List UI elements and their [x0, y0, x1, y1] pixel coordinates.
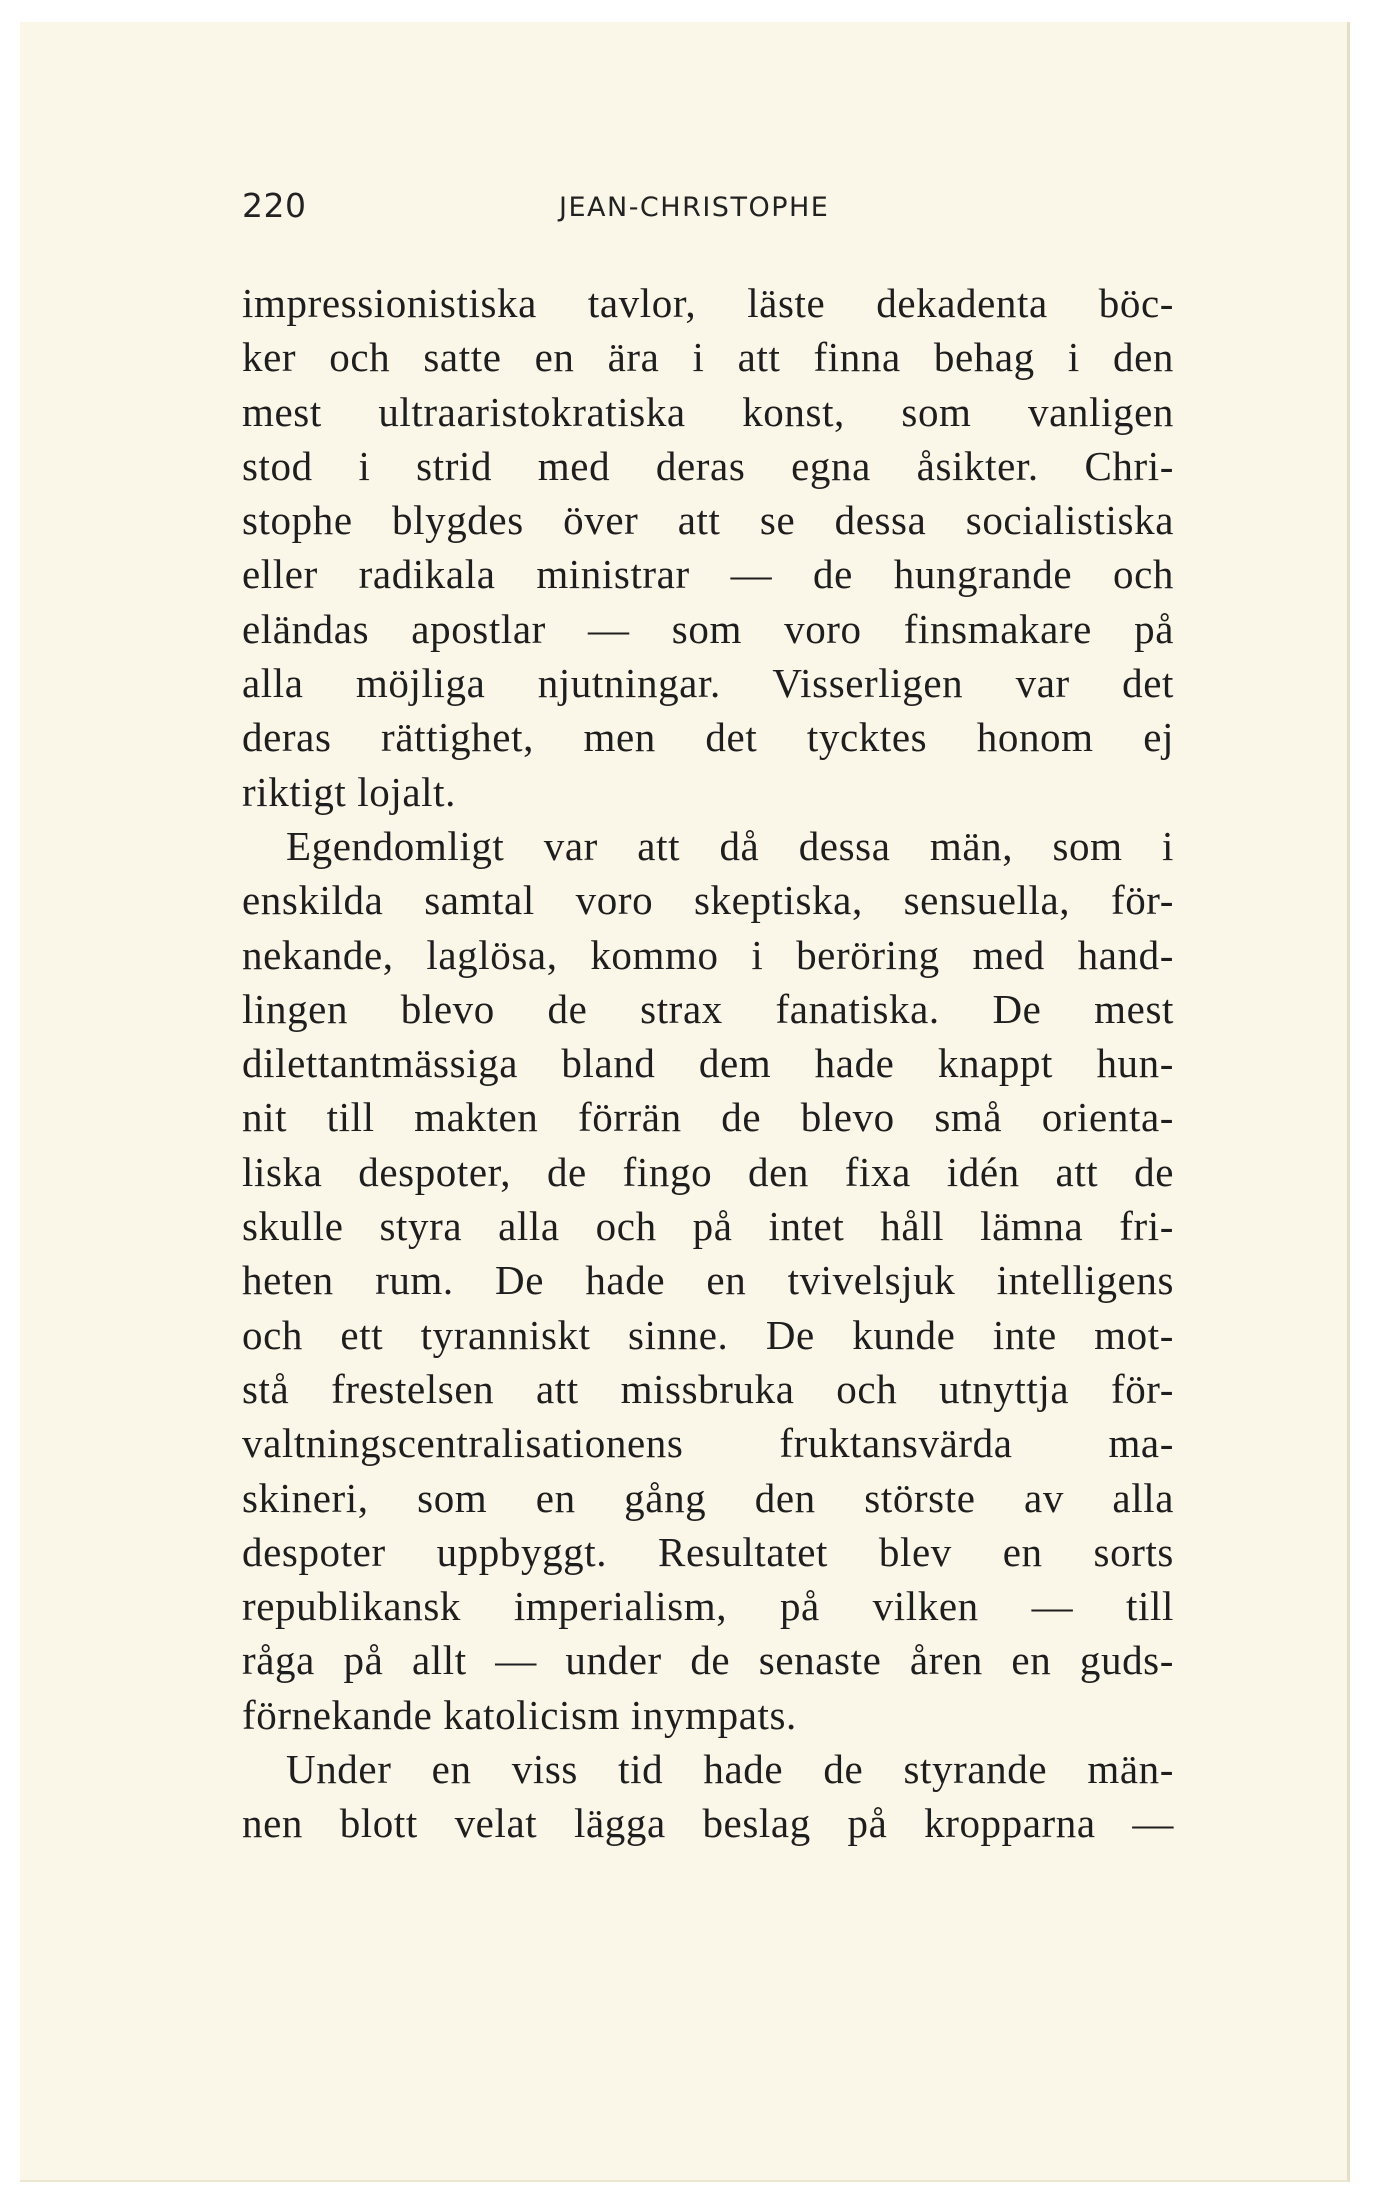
text-line: nekande, laglösa, kommo i beröring med hand-: [242, 931, 1174, 978]
text-line: skulle styra alla och på intet håll lämna fri-: [242, 1203, 1174, 1250]
text-line: republikansk imperialism, på vilken — till: [242, 1583, 1174, 1630]
text-line: dilettantmässiga bland dem hade knappt hun-: [242, 1040, 1174, 1087]
paragraph-start-line: Egendomligt var att då dessa män, som i: [286, 822, 1174, 869]
text-line: eller radikala ministrar — de hungrande och: [242, 551, 1174, 598]
text-line: råga på allt — under de senaste åren en guds-: [242, 1637, 1174, 1684]
text-line: mest ultraaristokratiska konst, som vanligen: [242, 388, 1174, 435]
paragraph-end-line: riktigt lojalt.: [242, 768, 456, 815]
text-line: stå frestelsen att missbruka och utnyttja för-: [242, 1365, 1174, 1412]
text-line: enskilda samtal voro skeptiska, sensuella, för-: [242, 877, 1174, 924]
text-line: skineri, som en gång den störste av alla: [242, 1474, 1174, 1521]
text-line: ker och satte en ära i att finna behag i den: [242, 334, 1174, 381]
text-line: deras rättighet, men det tycktes honom ej: [242, 714, 1174, 761]
text-line: lingen blevo de strax fanatiska. De mest: [242, 985, 1174, 1032]
paragraph-end-line: förnekande katolicism inympats.: [242, 1691, 797, 1738]
page-header: [222, 178, 1172, 248]
text-line: despoter uppbyggt. Resultatet blev en sorts: [242, 1528, 1174, 1575]
text-line: stod i strid med deras egna åsikter. Chri-: [242, 442, 1174, 489]
page-number: 220: [242, 186, 307, 225]
text-line: eländas apostlar — som voro finsmakare på: [242, 605, 1174, 652]
body-text: [242, 276, 1174, 1851]
text-line: stophe blygdes över att se dessa socialistiska: [242, 497, 1174, 544]
paragraph-start-line: Under en viss tid hade de styrande män-: [286, 1746, 1174, 1793]
running-head: JEAN-CHRISTOPHE: [559, 192, 830, 223]
text-line: alla möjliga njutningar. Visserligen var det: [242, 660, 1174, 707]
text-line: liska despoter, de fingo den fixa idén att de: [242, 1148, 1174, 1195]
text-line: nen blott velat lägga beslag på kropparna —: [242, 1800, 1174, 1847]
text-line: valtningscentralisationens fruktansvärda ma-: [242, 1420, 1174, 1467]
text-line: impressionistiska tavlor, läste dekadenta böc-: [242, 280, 1174, 326]
text-line: nit till makten förrän de blevo små orienta-: [242, 1094, 1174, 1141]
text-line: heten rum. De hade en tvivelsjuk intelligens: [242, 1257, 1174, 1304]
text-line: och ett tyranniskt sinne. De kunde inte mot-: [242, 1311, 1174, 1358]
